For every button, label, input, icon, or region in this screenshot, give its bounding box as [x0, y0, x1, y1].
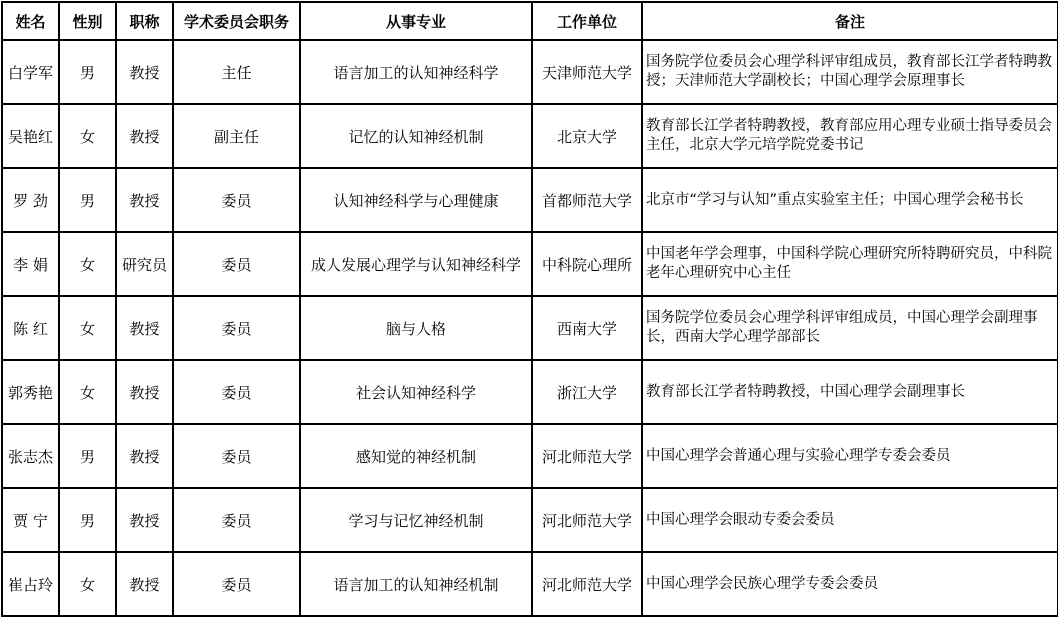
- cell-title: 教授: [116, 552, 173, 616]
- header-role: 学术委员会职务: [173, 2, 300, 40]
- cell-gender: 男: [59, 40, 116, 104]
- cell-note: 中国心理学会民族心理学专委会委员: [642, 552, 1058, 616]
- header-name: 姓名: [2, 2, 59, 40]
- cell-role: 委员: [173, 424, 300, 488]
- cell-role: 委员: [173, 168, 300, 232]
- table-row: [2, 104, 1058, 168]
- cell-field: 语言加工的认知神经科学: [300, 40, 532, 104]
- cell-note: 教育部长江学者特聘教授，中国心理学会副理事长: [642, 360, 1058, 424]
- cell-name: 郭秀艳: [2, 360, 59, 424]
- header-note: 备注: [642, 2, 1058, 40]
- table-row: [2, 488, 1058, 552]
- table-row: [2, 360, 1058, 424]
- cell-field: 语言加工的认知神经机制: [300, 552, 532, 616]
- header-row: [2, 2, 1058, 40]
- cell-role: 委员: [173, 488, 300, 552]
- table-body: [2, 40, 1058, 616]
- cell-gender: 女: [59, 296, 116, 360]
- cell-unit: 北京大学: [532, 104, 642, 168]
- cell-name: 张志杰: [2, 424, 59, 488]
- cell-field: 脑与人格: [300, 296, 532, 360]
- header-title: 职称: [116, 2, 173, 40]
- cell-unit: 河北师范大学: [532, 424, 642, 488]
- committee-table: [1, 1, 1058, 617]
- cell-note: 国务院学位委员会心理学科评审组成员，中国心理学会副理事长，西南大学心理学部部长: [642, 296, 1058, 360]
- cell-gender: 男: [59, 168, 116, 232]
- cell-note: 教育部长江学者特聘教授，教育部应用心理专业硕士指导委员会主任，北京大学元培学院党委书记: [642, 104, 1058, 168]
- cell-name: 罗 劲: [2, 168, 59, 232]
- cell-unit: 天津师范大学: [532, 40, 642, 104]
- cell-title: 教授: [116, 488, 173, 552]
- cell-title: 教授: [116, 40, 173, 104]
- cell-note: 国务院学位委员会心理学科评审组成员，教育部长江学者特聘教授；天津师范大学副校长；中国心理学会原理事长: [642, 40, 1058, 104]
- cell-note: 中国老年学会理事，中国科学院心理研究所特聘研究员，中科院老年心理研究中心主任: [642, 232, 1058, 296]
- cell-role: 委员: [173, 360, 300, 424]
- cell-field: 成人发展心理学与认知神经科学: [300, 232, 532, 296]
- cell-unit: 河北师范大学: [532, 552, 642, 616]
- header-field: 从事专业: [300, 2, 532, 40]
- cell-gender: 男: [59, 424, 116, 488]
- table-row: [2, 424, 1058, 488]
- table-row: [2, 168, 1058, 232]
- cell-unit: 河北师范大学: [532, 488, 642, 552]
- cell-field: 认知神经科学与心理健康: [300, 168, 532, 232]
- cell-title: 教授: [116, 360, 173, 424]
- header-gender: 性别: [59, 2, 116, 40]
- cell-unit: 首都师范大学: [532, 168, 642, 232]
- table-row: [2, 296, 1058, 360]
- cell-field: 感知觉的神经机制: [300, 424, 532, 488]
- cell-gender: 女: [59, 104, 116, 168]
- cell-role: 委员: [173, 552, 300, 616]
- cell-name: 吴艳红: [2, 104, 59, 168]
- cell-name: 李 娟: [2, 232, 59, 296]
- cell-role: 副主任: [173, 104, 300, 168]
- cell-note: 中国心理学会普通心理与实验心理学专委会委员: [642, 424, 1058, 488]
- cell-field: 社会认知神经科学: [300, 360, 532, 424]
- cell-role: 委员: [173, 232, 300, 296]
- cell-name: 崔占玲: [2, 552, 59, 616]
- cell-unit: 浙江大学: [532, 360, 642, 424]
- cell-title: 教授: [116, 296, 173, 360]
- cell-title: 研究员: [116, 232, 173, 296]
- cell-note: 中国心理学会眼动专委会委员: [642, 488, 1058, 552]
- cell-unit: 西南大学: [532, 296, 642, 360]
- cell-title: 教授: [116, 424, 173, 488]
- cell-name: 陈 红: [2, 296, 59, 360]
- cell-gender: 男: [59, 488, 116, 552]
- cell-title: 教授: [116, 168, 173, 232]
- cell-gender: 女: [59, 232, 116, 296]
- table-row: [2, 40, 1058, 104]
- cell-name: 白学军: [2, 40, 59, 104]
- table-row: [2, 552, 1058, 616]
- cell-name: 贾 宁: [2, 488, 59, 552]
- cell-field: 学习与记忆神经机制: [300, 488, 532, 552]
- cell-field: 记忆的认知神经机制: [300, 104, 532, 168]
- table-row: [2, 232, 1058, 296]
- header-unit: 工作单位: [532, 2, 642, 40]
- cell-gender: 女: [59, 360, 116, 424]
- cell-gender: 女: [59, 552, 116, 616]
- cell-note: 北京市“学习与认知”重点实验室主任；中国心理学会秘书长: [642, 168, 1058, 232]
- cell-role: 主任: [173, 40, 300, 104]
- cell-title: 教授: [116, 104, 173, 168]
- cell-role: 委员: [173, 296, 300, 360]
- cell-unit: 中科院心理所: [532, 232, 642, 296]
